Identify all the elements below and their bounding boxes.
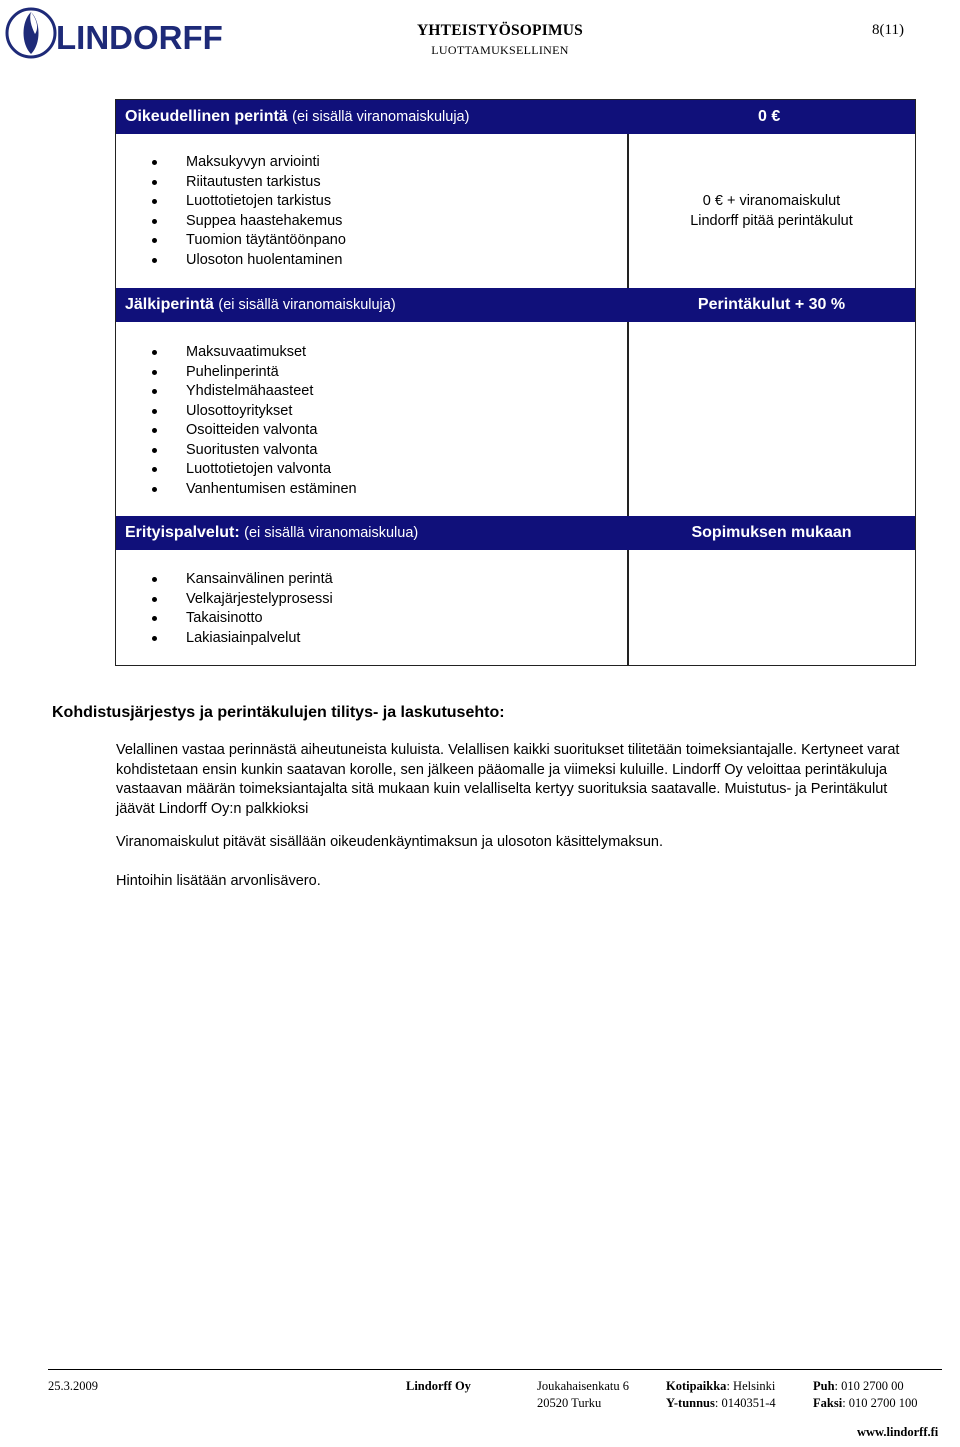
- vat-paragraph: Hintoihin lisätään arvonlisävero.: [116, 873, 321, 889]
- list-item: Luottotietojen valvonta: [186, 460, 357, 480]
- special-services-header: [116, 516, 915, 550]
- list-item: Tuomion täytäntöönpano: [186, 231, 346, 251]
- list-item: Yhdistelmähaasteet: [186, 382, 357, 402]
- footer-postal: 20520 Turku: [537, 1396, 602, 1410]
- list-item: Puhelinperintä: [186, 363, 357, 383]
- legal-collection-price: 0 €: [758, 108, 781, 125]
- list-item: Takaisinotto: [186, 609, 333, 629]
- post-collection-title: Jälkiperintä (ei sisällä viranomaiskuluja): [125, 296, 396, 313]
- logo-graphic: [4, 4, 236, 64]
- legal-collection-price-note: 0 € + viranomaiskulut Lindorff pitää perintäkulut: [690, 193, 853, 229]
- column-divider: [627, 322, 629, 516]
- allocation-heading: Kohdistusjärjestys ja perintäkulujen tilitys- ja laskutusehto:: [52, 704, 505, 721]
- document-title: YHTEISTYÖSOPIMUS: [417, 22, 583, 39]
- legal-collection-list: [186, 153, 346, 270]
- list-item: Maksukyvyn arviointi: [186, 153, 346, 173]
- fee-table: [115, 99, 916, 666]
- authority-fees-paragraph: Viranomaiskulut pitävät sisällään oikeudenkäyntimaksun ja ulosoton käsittelymaksun.: [116, 834, 663, 850]
- list-item: Kansainvälinen perintä: [186, 570, 333, 590]
- lindorff-logo: [4, 4, 236, 64]
- list-item: Ulosoton huolentaminen: [186, 251, 346, 271]
- post-collection-price: Perintäkulut + 30 %: [697, 296, 846, 313]
- column-divider: [627, 550, 629, 666]
- list-item: Velkajärjestelyprosessi: [186, 590, 333, 610]
- list-item: Riitautusten tarkistus: [186, 173, 346, 193]
- post-collection-header: [116, 288, 915, 322]
- list-item: Vanhentumisen estäminen: [186, 480, 357, 500]
- list-item: Suppea haastehakemus: [186, 212, 346, 232]
- footer-street: Joukahaisenkatu 6: [537, 1379, 629, 1393]
- footer-date: 25.3.2009: [48, 1379, 98, 1393]
- footer-website[interactable]: www.lindorff.fi: [857, 1425, 939, 1439]
- special-services-title: Erityispalvelut: (ei sisällä viranomaiskulua): [125, 524, 419, 541]
- list-item: Ulosottoyritykset: [186, 402, 357, 422]
- footer-divider: [48, 1369, 942, 1370]
- list-item: Luottotietojen tarkistus: [186, 192, 346, 212]
- logo-wordmark: LINDORFF: [56, 19, 223, 56]
- confidentiality-label: LUOTTAMUKSELLINEN: [431, 43, 569, 57]
- legal-collection-title: Oikeudellinen perintä (ei sisällä viranomaiskuluja): [125, 108, 470, 125]
- special-services-price: Sopimuksen mukaan: [691, 524, 852, 541]
- legal-collection-header: [116, 100, 915, 134]
- footer-company: Lindorff Oy: [406, 1379, 471, 1393]
- footer-business-id: Y-tunnus: 0140351-4: [666, 1396, 776, 1410]
- list-item: Maksuvaatimukset: [186, 343, 357, 363]
- list-item: Lakiasiainpalvelut: [186, 629, 333, 649]
- footer-domicile: Kotipaikka: Helsinki: [666, 1379, 776, 1393]
- footer-phone: Puh: 010 2700 00: [813, 1379, 904, 1393]
- document-title-block: [380, 22, 620, 58]
- list-item: Osoitteiden valvonta: [186, 421, 357, 441]
- allocation-paragraph: Velallinen vastaa perinnästä aiheutuneista kuluista. Velallisen kaikki suoritukset tilitetään toimeksiantajalle. Kertyneet varat kohdistetaan ensin kunkin saatavan korolle, sen jälkeen pääomalle ja viimeksi kuluille. Lindorff Oy veloittaa perintäkuluja vastaavan määrän toimeksiantajalta sitä mukaan kuin velalliselta kertyy suorituksia saatavalle. Muistutus- ja Perintäkulut jäävät Lindorff Oy:n palkkioksi: [116, 742, 900, 817]
- special-services-list: [186, 570, 333, 648]
- post-collection-list: [186, 343, 357, 499]
- page-number: 8(11): [872, 22, 904, 38]
- footer-fax: Faksi: 010 2700 100: [813, 1396, 918, 1410]
- list-item: Suoritusten valvonta: [186, 441, 357, 461]
